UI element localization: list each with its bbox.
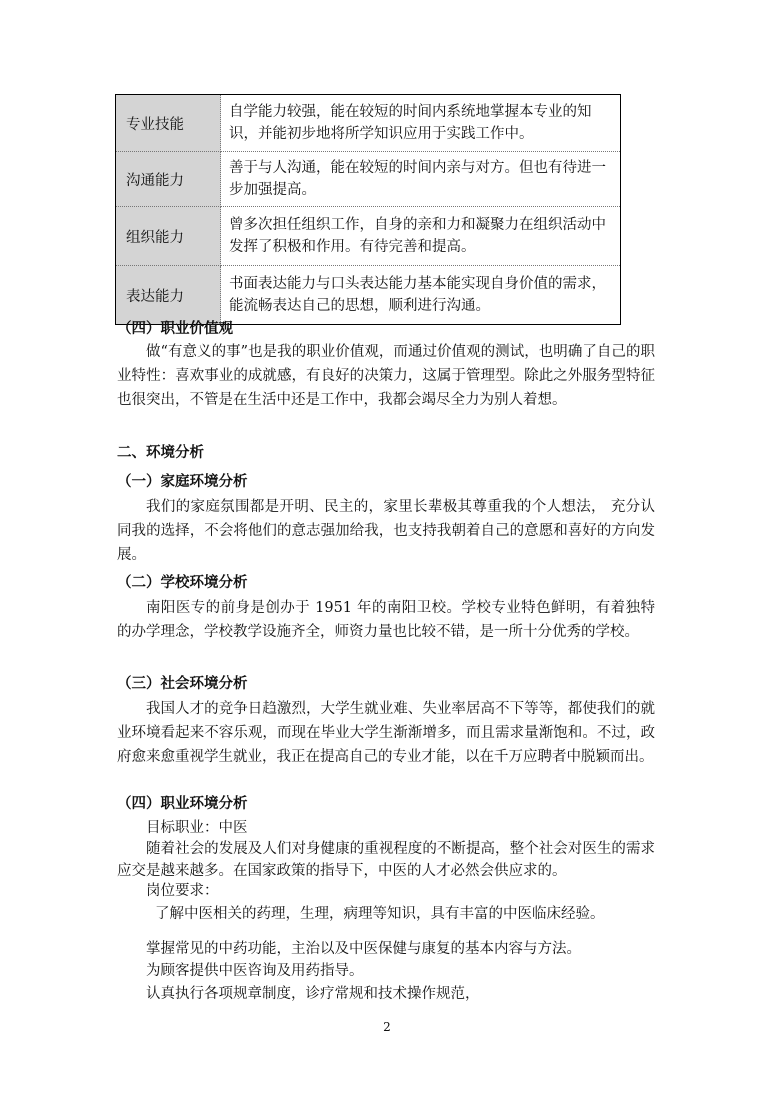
skill-desc: 曾多次担任组织工作，自身的亲和力和凝聚力在组织活动中发挥了积极和作用。有待完善和提高。	[221, 207, 621, 266]
skills-table	[115, 94, 621, 325]
career-heading: （四）职业环境分析	[117, 795, 248, 812]
society-paragraph: 我国人才的竞争日趋激烈，大学生就业难、失业率居高不下等等，都使我们的就业环境看起来不容乐观，而现在毕业大学生渐渐增多，而且需求量渐饱和。不过，政府愈来愈重视学生就业，我正在提高自己的专业才能，以在千万应聘者中脱颖而出。	[117, 701, 655, 765]
page-number: 2	[383, 1020, 391, 1034]
family-paragraph: 我们的家庭氛围都是开明、民主的，家里长辈极其尊重我的个人想法， 充分认同我的选择，不会将他们的意志强加给我，也支持我朝着自己的意愿和喜好的方向发展。	[117, 499, 655, 563]
requirement-item: 掌握常见的中药功能，主治以及中医保健与康复的基本内容与方法。	[146, 941, 581, 957]
family-heading: （一）家庭环境分析	[117, 473, 248, 490]
table-row	[116, 152, 621, 207]
school-paragraph: 南阳医专的前身是创办于 1951 年的南阳卫校。学校专业特色鲜明，有着独特的办学理念，学校教学设施齐全，师资力量也比较不错，是一所十分优秀的学校。	[117, 600, 655, 640]
target-career: 目标职业：中医	[146, 820, 248, 836]
skill-desc: 书面表达能力与口头表达能力基本能实现自身价值的需求，能流畅表达自己的思想，顺利进行沟通。	[221, 266, 621, 325]
school-heading: （二）学校环境分析	[117, 574, 248, 591]
table-row	[116, 266, 621, 325]
skill-desc: 自学能力较强，能在较短的时间内系统地掌握本专业的知识，并能初步地将所学知识应用于实践工作中。	[221, 95, 621, 152]
values-paragraph: 做“有意义的事”也是我的职业价值观，而通过价值观的测试，也明确了自己的职业特性：喜欢事业的成就感，有良好的决策力，这属于管理型。除此之外服务型特征也很突出，不管是在生活中还是工作中，我都会竭尽全力为别人着想。	[117, 344, 655, 408]
values-heading: （四）职业价值观	[117, 320, 233, 337]
skill-name: 组织能力	[116, 207, 221, 266]
env-heading: 二、环境分析	[117, 444, 204, 461]
requirement-item: 了解中医相关的药理，生理，病理等知识，具有丰富的中医临床经验。	[155, 906, 605, 922]
requirement-item: 为顾客提供中医咨询及用药指导。	[146, 963, 364, 979]
requirements-label: 岗位要求：	[146, 883, 219, 899]
skill-name: 沟通能力	[116, 152, 221, 207]
society-heading: （三）社会环境分析	[117, 675, 248, 692]
requirement-item: 认真执行各项规章制度，诊疗常规和技术操作规范，	[146, 986, 480, 1002]
table-row	[116, 207, 621, 266]
career-paragraph: 随着社会的发展及人们对身健康的重视程度的不断提高，整个社会对医生的需求应交是越来越多。在国家政策的指导下，中医的人才必然会供应求的。	[117, 841, 655, 879]
skill-name: 表达能力	[116, 266, 221, 325]
skill-name: 专业技能	[116, 95, 221, 152]
table-row	[116, 95, 621, 152]
skill-desc: 善于与人沟通，能在较短的时间内亲与对方。但也有待进一步加强提高。	[221, 152, 621, 207]
